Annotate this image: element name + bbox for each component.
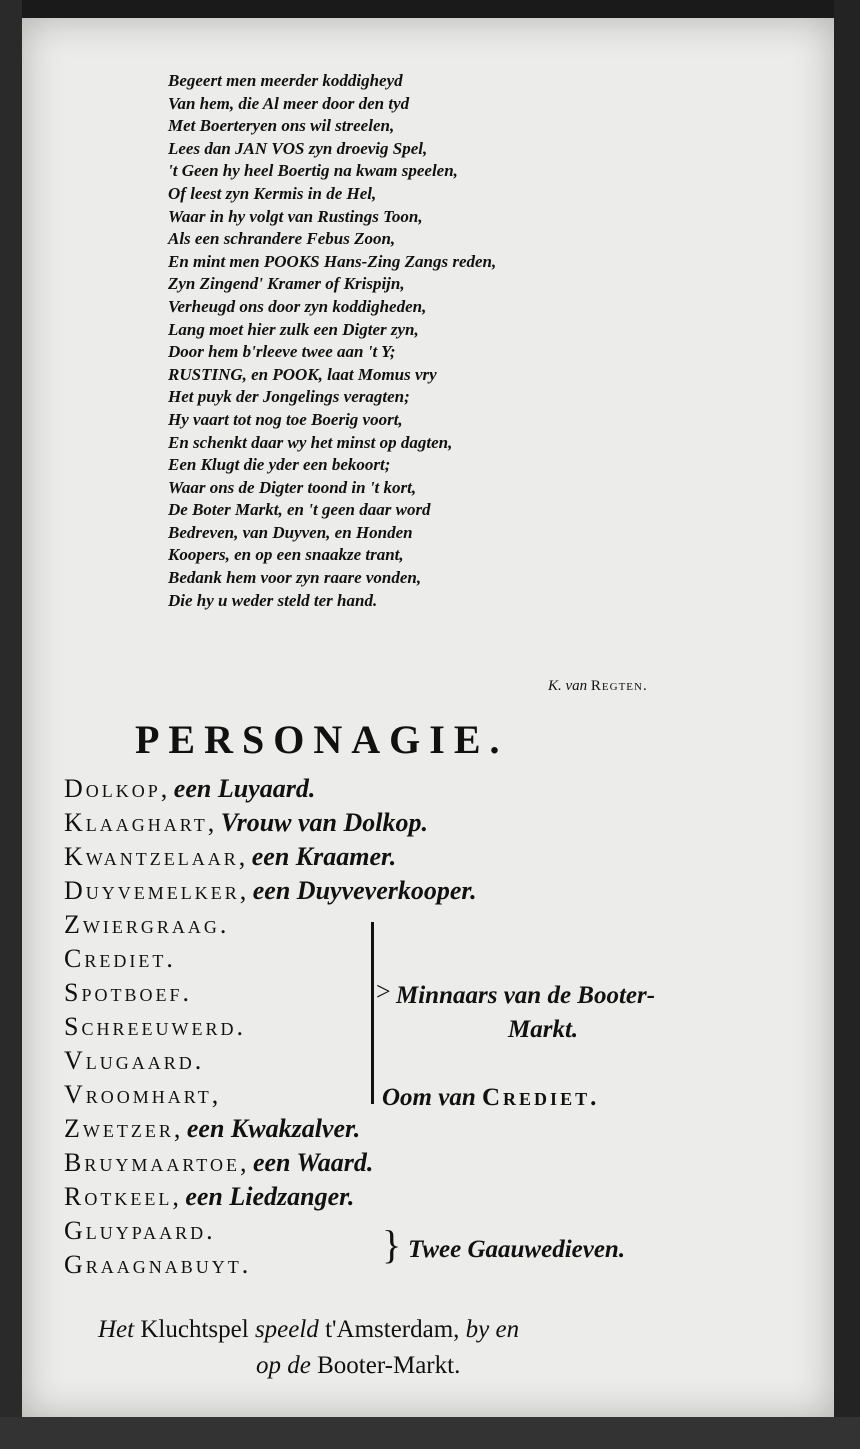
poem-line: RUSTING, en POOK, laat Momus vry [168, 364, 437, 384]
separator: , [172, 1182, 186, 1211]
poem-line: De Boter Markt, en 't geen daar word [168, 500, 431, 520]
poem-line: Lang moet hier zulk een Digter zyn, [168, 319, 419, 339]
character-desc: een Luyaard. [173, 774, 316, 803]
character-name: Kwantzelaar [64, 842, 239, 871]
colophon-word: speeld [254, 1316, 319, 1343]
character-name: Duyvemelker [64, 876, 240, 905]
colophon-word: Kluchtspel [140, 1316, 249, 1343]
character-desc: Vrouw van Dolkop. [220, 808, 429, 837]
colophon-word: Het [98, 1316, 135, 1343]
lovers-desc-line2: Markt. [508, 1016, 579, 1043]
cast-row [64, 806, 428, 840]
cast-row [64, 1044, 204, 1078]
colophon-line2 [98, 1348, 738, 1384]
uncle-desc-name: Crediet. [482, 1084, 600, 1111]
cast-row [64, 1078, 218, 1112]
character-desc: een Duyveverkooper. [252, 876, 477, 905]
character-name: Vlugaard. [64, 1046, 205, 1075]
poem-line: Of leest zyn Kermis in de Hel, [168, 183, 377, 203]
thieves-desc: Twee Gaauwedieven. [408, 1236, 626, 1263]
poem-line: Begeert men meerder koddigheyd [168, 71, 403, 90]
character-name: Klaaghart [64, 808, 208, 837]
poem-line: Waar ons de Digter toond in 't kort, [168, 477, 417, 497]
character-name: Zwetzer [64, 1114, 174, 1143]
separator: , [207, 808, 221, 837]
poem-line: Koopers, en op een snaakze trant, [168, 545, 404, 565]
cast-row [64, 1248, 251, 1282]
signature-name: Regten. [590, 678, 648, 694]
cast-row [64, 942, 176, 976]
character-name: Crediet. [64, 944, 176, 973]
poem-line: En schenkt daar wy het minst op dagten, [168, 432, 453, 452]
poem-line: Hy vaart tot nog toe Boerig voort, [168, 409, 403, 429]
poem-line: Als een schrandere Febus Zoon, [168, 229, 396, 249]
character-desc: een Kraamer. [251, 842, 397, 871]
character-name: Bruymaartoe [64, 1148, 240, 1177]
cast-row [64, 976, 192, 1010]
colophon-word: op de [256, 1352, 311, 1379]
separator: , [239, 1148, 253, 1177]
cast-row [64, 772, 315, 806]
character-name: Dolkop [64, 774, 161, 803]
poem-line: Die hy u weder steld ter hand. [168, 590, 378, 610]
character-name: Gluypaard. [64, 1216, 216, 1245]
lovers-desc-line1: Minnaars van de Booter- [396, 982, 656, 1009]
cast-row [64, 1112, 360, 1146]
character-name: Vroomhart [64, 1080, 212, 1109]
colophon [98, 1312, 738, 1384]
separator: , [173, 1114, 187, 1143]
poem-line: Het puyk der Jongelings veragten; [168, 387, 410, 407]
poem-line: Een Klugt die yder een bekoort; [168, 455, 391, 475]
separator: , [160, 774, 174, 803]
poem-line: Bedreven, van Duyven, en Honden [168, 522, 413, 542]
cast-row [64, 1146, 373, 1180]
cast-row [64, 1214, 216, 1248]
character-desc: een Kwakzalver. [186, 1114, 361, 1143]
colophon-word: t'Amsterdam, [325, 1316, 460, 1343]
character-name: Rotkeel [64, 1182, 173, 1211]
signature-initial: K. van [548, 678, 588, 694]
separator: , [239, 876, 253, 905]
page-title: PERSONAGIE. [135, 717, 509, 762]
colophon-line1 [98, 1312, 738, 1348]
cast-row [64, 874, 477, 908]
separator: , [211, 1080, 219, 1109]
character-name: Graagnabuyt. [64, 1250, 252, 1279]
character-name: Zwiergraag. [64, 910, 230, 939]
bracket-point: > [376, 977, 391, 1006]
cast-row [64, 1010, 246, 1044]
poem-line: Waar in hy volgt van Rustings Toon, [168, 206, 423, 226]
poem-line: 't Geen hy heel Boertig na kwam speelen, [168, 161, 458, 181]
book-edge-right [834, 0, 860, 1449]
character-name: Spotboef. [64, 978, 192, 1007]
thieves-brace: } [382, 1222, 402, 1267]
cast-row [64, 840, 396, 874]
poem-line: Lees dan JAN VOS zyn droevig Spel, [168, 138, 428, 158]
poem-signature [548, 678, 648, 695]
book-spine-edge [0, 0, 22, 1449]
dedication-poem [168, 70, 768, 612]
book-edge-bottom [0, 1417, 860, 1449]
cast-row [64, 908, 229, 942]
colophon-word: Booter-Markt. [317, 1352, 461, 1379]
separator: , [238, 842, 252, 871]
character-name: Schreeuwerd. [64, 1012, 246, 1041]
cast-row [64, 1180, 354, 1214]
uncle-desc-prefix: Oom van [382, 1084, 476, 1111]
character-desc: een Waard. [252, 1148, 374, 1177]
poem-line: Bedank hem voor zyn raare vonden, [168, 568, 422, 588]
poem-line: Verheugd ons door zyn koddigheden, [168, 296, 427, 316]
character-desc: een Liedzanger. [185, 1182, 355, 1211]
poem-line: Met Boerteryen ons wil streelen, [168, 116, 395, 136]
group-bracket [371, 922, 374, 1104]
poem-line: Van hem, die Al meer door den tyd [168, 93, 410, 113]
poem-line: En mint men POOKS Hans-Zing Zangs reden, [168, 251, 497, 271]
uncle-desc [382, 1084, 599, 1112]
poem-line: Zyn Zingend' Kramer of Krispijn, [168, 274, 405, 294]
colophon-word: by en [465, 1316, 520, 1343]
poem-line: Door hem b'rleeve twee aan 't Y; [168, 342, 396, 362]
